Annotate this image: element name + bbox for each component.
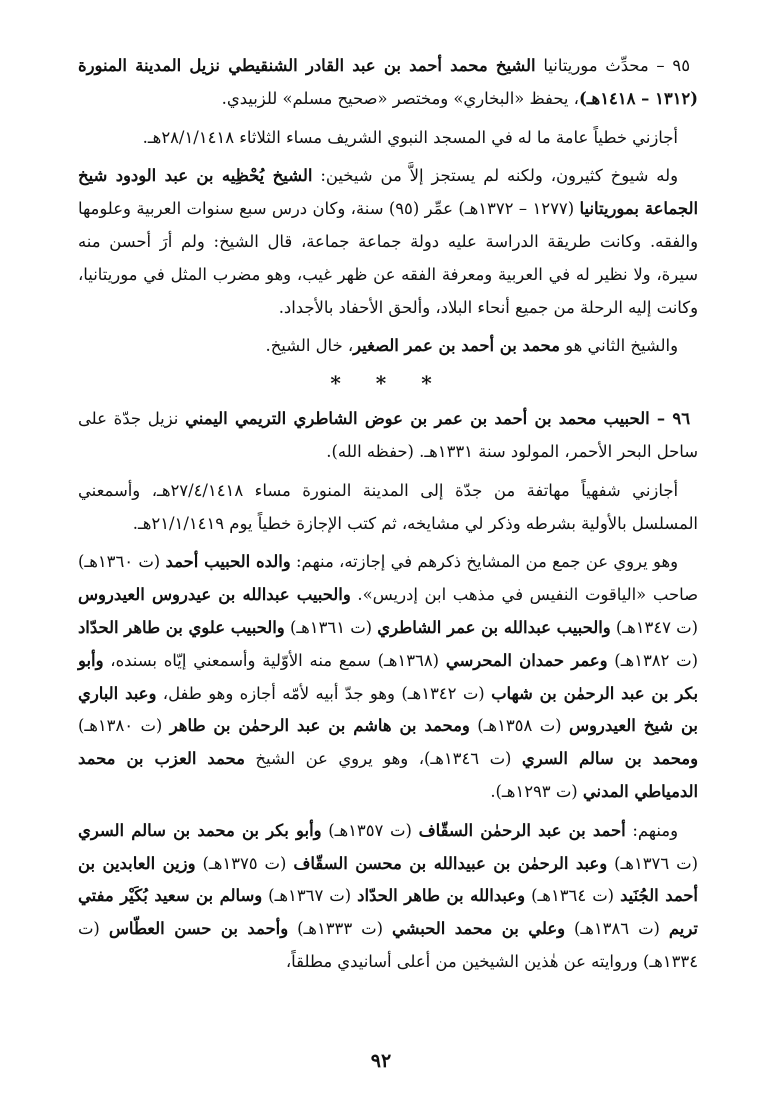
teacher-name: وعبدالله بن طاهر الحدّاد [357, 886, 526, 906]
entry-96-description: نزيل جدّة على ساحل البحر الأحمر، المولود سنة ١٣٣١هـ. (حفظه الله). [78, 409, 698, 461]
teacher-name: أحمد بن عبد الرحمٰن السقّاف [418, 820, 626, 840]
entry-95-second-teacher-paragraph [78, 330, 698, 363]
entry-95-second-teacher-name: محمد بن أحمد بن عمر الصغير [353, 336, 560, 356]
entry-96-name: ٩٦ – الحبيب محمد بن أحمد بن عمر بن عوض الشاطري التريمي اليمني [185, 409, 690, 429]
entry-95-description: ، يحفظ «البخاري» ومختصر «صحيح مسلم» للزبيدي. [221, 88, 579, 108]
text-segment: (ت ١٣٤٧هـ) [610, 617, 698, 637]
page-body [78, 50, 698, 985]
text-segment: وهو يروي عن جمع من المشايخ ذكرهم في إجازته، منهم: [290, 552, 679, 572]
teacher-name: وزين العابدين بن أحمد الجُنَيد [78, 853, 698, 906]
text-segment: (ت ١٣٥٨هـ) [469, 716, 569, 736]
entry-96-teachers-paragraph [78, 546, 698, 808]
text-segment: (ت ١٣٨٢هـ) [607, 650, 698, 670]
text-segment: (ت ١٣٣٤هـ) وروايته عن هٰذين الشيخين من أعلى أسانيدي مطلقاً، [78, 919, 698, 971]
entry-96-heading-paragraph [78, 403, 698, 469]
entry-95-name: الشيخ محمد أحمد بن عبد القادر الشنقيطي نزيل المدينة المنورة (١٣١٢ – ١٤١٨هـ) [78, 56, 698, 108]
teacher-name: وأبو بكر بن محمد بن سالم السري [78, 820, 322, 840]
text-segment: (١٣٦٨هـ) سمع منه الأوّلية وأسمعني إيّاه بسنده، [103, 650, 446, 670]
teacher-name: وعلي بن محمد الحبشي [391, 919, 566, 939]
teacher-name: والحبيب عبدالله بن عمر الشاطري [377, 617, 611, 637]
text-segment: (ت ١٣٥٧هـ) [321, 820, 419, 840]
entry-95-teachers-intro: وله شيوخ كثيرون، ولكنه لم يستجز إلاَّ من شيخين: [312, 166, 678, 186]
text-segment: (ت ١٢٩٣هـ). [490, 781, 583, 801]
entry-95-heading-paragraph [78, 50, 698, 116]
teacher-name: وسالم بن سعيد بُكَيْر مفتي تريم [78, 886, 698, 939]
entry-95-second-teacher-intro: والشيخ الثاني هو [559, 336, 678, 356]
section-separator: * * * [330, 371, 446, 396]
teacher-name: وعمر حمدان المحرسي [445, 650, 608, 670]
text-segment: (ت ١٣٣٣هـ) [288, 919, 392, 939]
entry-96-ijaza-paragraph: أجازني شفهياً مهاتفة من جدّة إلى المدينة المنورة مساء ٢٧/٤/١٤١٨هـ، وأسمعني المسلسل بالأولية بشرطه وذكر لي مشايخه، ثم كتب الإجازة خطياً يوم ٢١/١/١٤١٩هـ. [78, 480, 698, 533]
entry-95-teachers-paragraph [78, 160, 698, 324]
entry-96 [78, 403, 698, 979]
page-number: ٩٢ [370, 1050, 392, 1072]
text-segment: (ت ١٣٦٠هـ) صاحب «الياقوت النفيس في مذهب ابن إدريس». [78, 552, 698, 605]
entry-95-second-teacher-note: ، خال الشيخ. [265, 336, 354, 356]
entry-95-number: ٩٥ – محدِّث موريتانيا [535, 56, 690, 75]
text-segment: (ت ١٣٦٧هـ) [262, 886, 358, 906]
teacher-name: والحبيب علوي بن طاهر الحدّاد [78, 617, 285, 637]
entry-95-first-teacher-name: الشيخ يُحْظِيه بن عبد الودود شيخ الجماعة بموريتانيا [78, 166, 698, 219]
teacher-name: والده الحبيب أحمد [165, 552, 291, 572]
entry-95 [78, 50, 698, 363]
text-segment: (ت ١٣٦٤هـ) [525, 886, 621, 906]
teacher-name: والحبيب عبدالله بن عيدروس العيدروس [78, 585, 351, 605]
text-segment: (ت ١٣٤٦هـ)، وهو يروي عن الشيخ [244, 749, 522, 769]
teacher-name: محمد العزب بن محمد الدمياطي المدني [78, 749, 698, 801]
entry-95-ijaza-paragraph: أجازني خطياً عامة ما له في المسجد النبوي الشريف مساء الثلاثاء ٢٨/١/١٤١٨هـ. [142, 127, 678, 147]
teacher-name: وعبد الباري بن شيخ العيدروس [78, 683, 698, 736]
text-segment: (ت ١٣٤٢هـ) وهو جدّ أبيه لأمّه أجازه وهو طفل، [156, 683, 492, 703]
teacher-name: ومحمد بن سالم السري [521, 749, 698, 769]
entry-96-more-teachers-paragraph [78, 815, 698, 979]
text-segment: ومنهم: [625, 820, 678, 840]
teacher-name: ومحمد بن هاشم بن عبد الرحمٰن بن طاهر [169, 716, 470, 736]
text-segment: (ت ١٣٧٦هـ) [607, 853, 698, 873]
teacher-name: وعبد الرحمٰن بن عبيدالله بن محسن السقّاف [293, 853, 608, 873]
text-segment: (ت ١٣٦١هـ) [284, 617, 378, 637]
text-segment: (ت ١٣٨٦هـ) [565, 919, 669, 939]
text-segment: (ت ١٣٨٠هـ) [78, 716, 170, 736]
text-segment: (ت ١٣٧٥هـ) [195, 853, 294, 873]
teacher-name: وأبو بكر بن عبد الرحمٰن بن شهاب [78, 650, 698, 703]
teacher-name: وأحمد بن حسن العطّاس [108, 919, 289, 939]
entry-95-first-teacher-bio: (١٢٧٧ – ١٣٧٢هـ) عمِّر (٩٥) سنة، وكان درس سبع سنوات العربية وعلومها والفقه. وكانت طريقة الدراسة عليه دولة جماعة جماعة، قال الشيخ: ولم أرَ أحسن منه سيرة، ولا نظير له في العربية ومعرفة الفقه عن ظهر غيب، وهو مضرب المثل في موريتانيا، وكانت إليه الرحلة من جميع أنحاء البلاد، وألحق الأحفاد بالأجداد. [78, 199, 698, 317]
